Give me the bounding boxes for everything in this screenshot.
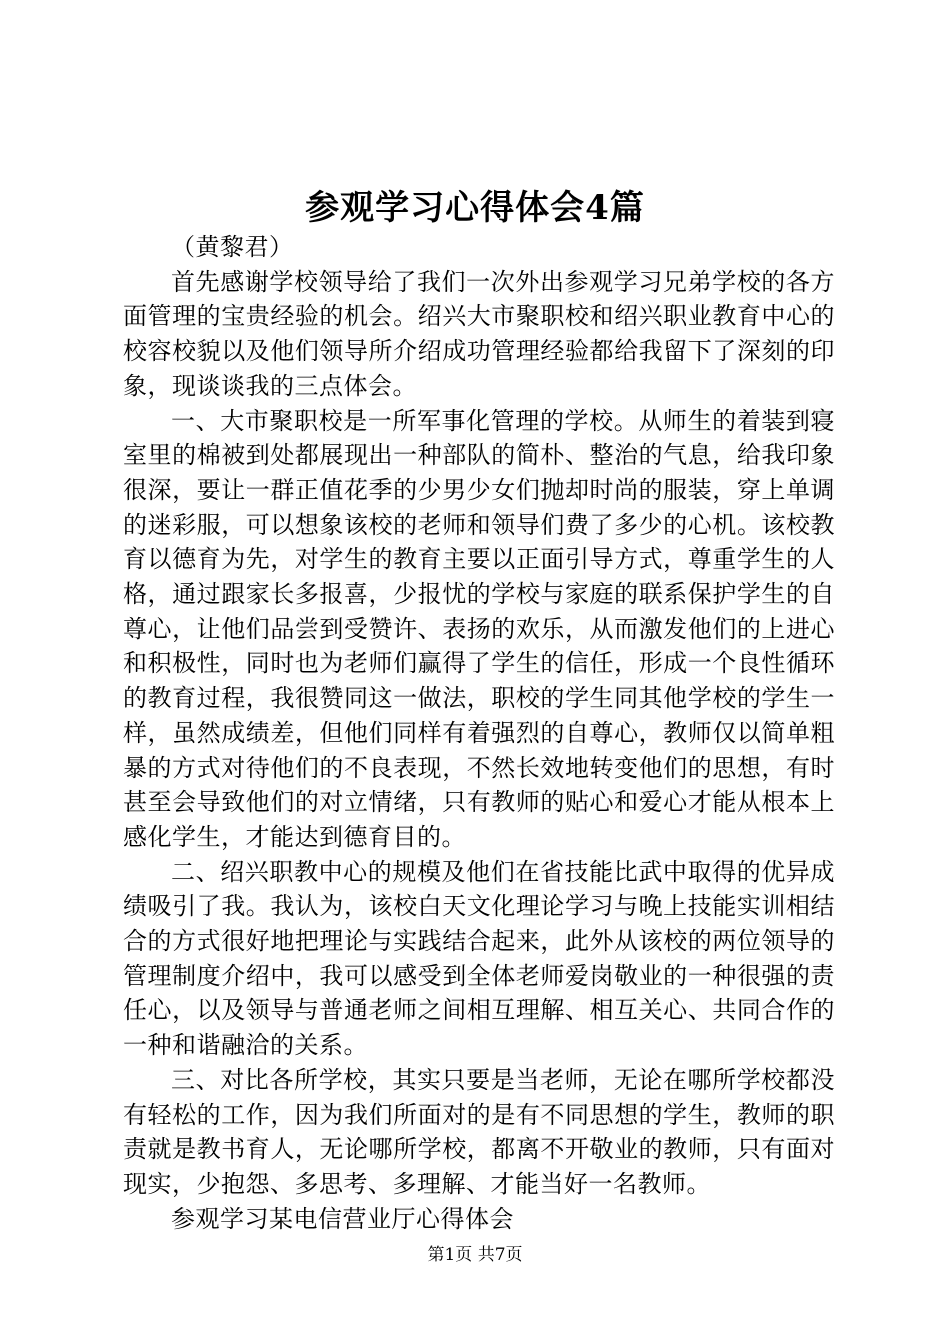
paragraph: 二、绍兴职教中心的规模及他们在省技能比武中取得的优异成绩吸引了我。我认为，该校白天文化理论学习与晚上技能实训相结合的方式很好地把理论与实践结合起来，此外从该校的两位领导的管理制度介绍中，我可以感受到全体老师爱岗敬业的一种很强的责任心，以及领导与普通老师之间相互理解、相互关心、共同合作的一种和谐融洽的关系。 [123,857,835,1060]
paragraph: 一、大市聚职校是一所军事化管理的学校。从师生的着装到寝室里的棉被到处都展现出一种部队的简朴、整治的气息，给我印象很深，要让一群正值花季的少男少女们抛却时尚的服装，穿上单调的迷彩服，可以想象该校的老师和领导们费了多少的心机。该校教育以德育为先，对学生的教育主要以正面引导方式，尊重学生的人格，通过跟家长多报喜，少报忧的学校与家庭的联系保护学生的自尊心，让他们品尝到受赞许、表扬的欢乐，从而激发他们的上进心和积极性，同时也为老师们赢得了学生的信任，形成一个良性循环的教育过程，我很赞同这一做法，职校的学生同其他学校的学生一样，虽然成绩差，但他们同样有着强烈的自尊心，教师仅以简单粗暴的方式对待他们的不良表现，不然长效地转变他们的思想，有时甚至会导致他们的对立情绪，只有教师的贴心和爱心才能从根本上感化学生，才能达到德育目的。 [123,406,835,851]
paragraph: 首先感谢学校领导给了我们一次外出参观学习兄弟学校的各方面管理的宝贵经验的机会。绍兴大市聚职校和绍兴职业教育中心的校容校貌以及他们领导所介绍成功管理经验都给我留下了深刻的印象，现谈谈我的三点体会。 [123,267,835,400]
paragraph: 三、对比各所学校，其实只要是当老师，无论在哪所学校都没有轻松的工作，因为我们所面对的是有不同思想的学生，教师的职责就是教书育人，无论哪所学校，都离不开敬业的教师，只有面对现实，少抱怨、多思考、多理解、才能当好一名教师。 [123,1065,835,1198]
page-footer: 第1页 共7页 [427,1245,523,1265]
page-title: 参观学习心得体会4篇 [305,188,645,228]
document-body [123,230,835,1236]
author-line: （黄黎君） [171,233,294,261]
section-heading: 参观学习某电信营业厅心得体会 [171,1204,514,1233]
